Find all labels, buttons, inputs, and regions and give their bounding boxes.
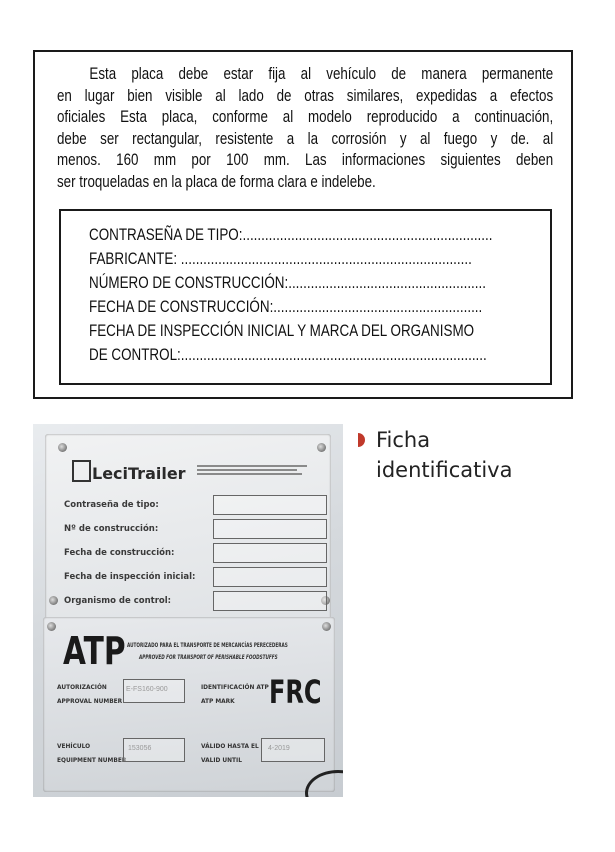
caption-line: Ficha: [376, 428, 431, 452]
plate-field-label: Nº de construcción:: [64, 524, 159, 534]
manufacturer-plate: [45, 434, 331, 624]
approval-box: [123, 679, 185, 703]
valid-box: [261, 738, 325, 762]
plate-field-box: [213, 495, 327, 515]
form-field-build-number: NÚMERO DE CONSTRUCCIÓN:.....................................................: [89, 273, 486, 292]
instructions-line: menos. 160 mm por 100 mm. Las informaciones siguientes deben: [57, 151, 554, 169]
atp-auth-es: AUTORIZADO PARA EL TRANSPORTE DE MERCANCÍAS PERECEDERAS: [127, 641, 288, 649]
instructions-line: ser troqueladas en la placa de forma clara e indelebe.: [57, 172, 376, 191]
form-field-inspection: FECHA DE INSPECCIÓN INICIAL Y MARCA DEL ORGANISMO: [89, 321, 475, 340]
instructions-paragraph: [57, 64, 553, 193]
logo-mark-icon: [72, 460, 91, 482]
form-field-build-date: FECHA DE CONSTRUCCIÓN:........................................................: [89, 297, 483, 316]
approval-value: E-FS160-900: [126, 686, 168, 693]
brand-logo: LeciTrailer: [92, 464, 186, 483]
caption-text: [376, 425, 576, 485]
brand-address-icon: [197, 464, 317, 477]
caption-line: identificativa: [376, 458, 513, 482]
valid-value: 4-2019: [268, 745, 290, 752]
form-field-manufacturer: FABRICANTE: ..............................................................................: [89, 249, 472, 268]
screw-icon: [49, 596, 58, 605]
instructions-line: debe ser rectangular, resistente a la corrosión y al fuego y de. al: [57, 129, 554, 148]
plate-photo: [33, 424, 343, 797]
plate-field-box: [213, 519, 327, 539]
valid-label: VÁLIDO HASTA EL: [201, 742, 259, 750]
plate-field-label: Fecha de construcción:: [64, 548, 175, 558]
valid-label-en: VALID UNTIL: [201, 756, 242, 764]
half-circle-bullet-icon: [358, 433, 366, 447]
form-field-control: DE CONTROL:..................................................................................: [89, 345, 487, 364]
regulation-box: [33, 50, 573, 399]
atp-auth-en: APPROVED FOR TRANSPORT OF PERISHABLE FOODSTUFFS: [139, 653, 278, 661]
instructions-line: Esta placa debe estar fija al vehículo de manera permanente: [89, 65, 554, 83]
id-label-en: ATP MARK: [201, 697, 235, 705]
screw-icon: [322, 622, 331, 631]
plate-model-box: [59, 209, 552, 385]
instructions-line: en lugar bien visible al lado de otras similares, expedidas a efectos: [57, 86, 554, 105]
screw-icon: [47, 622, 56, 631]
atp-title: ATP: [63, 629, 126, 673]
vehicle-label-en: EQUIPMENT NUMBER: [57, 756, 127, 764]
atp-plate: [43, 617, 335, 792]
plate-field-label: Fecha de inspección inicial:: [64, 572, 196, 582]
instructions-line: oficiales Esta placa, conforme al modelo reproducido a continuación,: [57, 108, 554, 126]
vehicle-box: [123, 738, 185, 762]
plate-field-label: Contraseña de tipo:: [64, 500, 159, 510]
form-field-type: CONTRASEÑA DE TIPO:...................................................................: [89, 225, 493, 244]
approval-label: AUTORIZACIÓN: [57, 683, 107, 691]
screw-icon: [317, 443, 326, 452]
screw-icon: [58, 443, 67, 452]
id-label: IDENTIFICACIÓN ATP: [201, 683, 269, 691]
vehicle-value: 153056: [128, 745, 152, 752]
atp-mark: FRC: [269, 673, 322, 711]
approval-label-en: APPROVAL NUMBER: [57, 697, 123, 705]
plate-field-label: Organismo de control:: [64, 596, 172, 606]
plate-field-box: [213, 591, 327, 611]
plate-field-box: [213, 567, 327, 587]
vehicle-label: VEHÍCULO: [57, 742, 91, 750]
plate-field-box: [213, 543, 327, 563]
